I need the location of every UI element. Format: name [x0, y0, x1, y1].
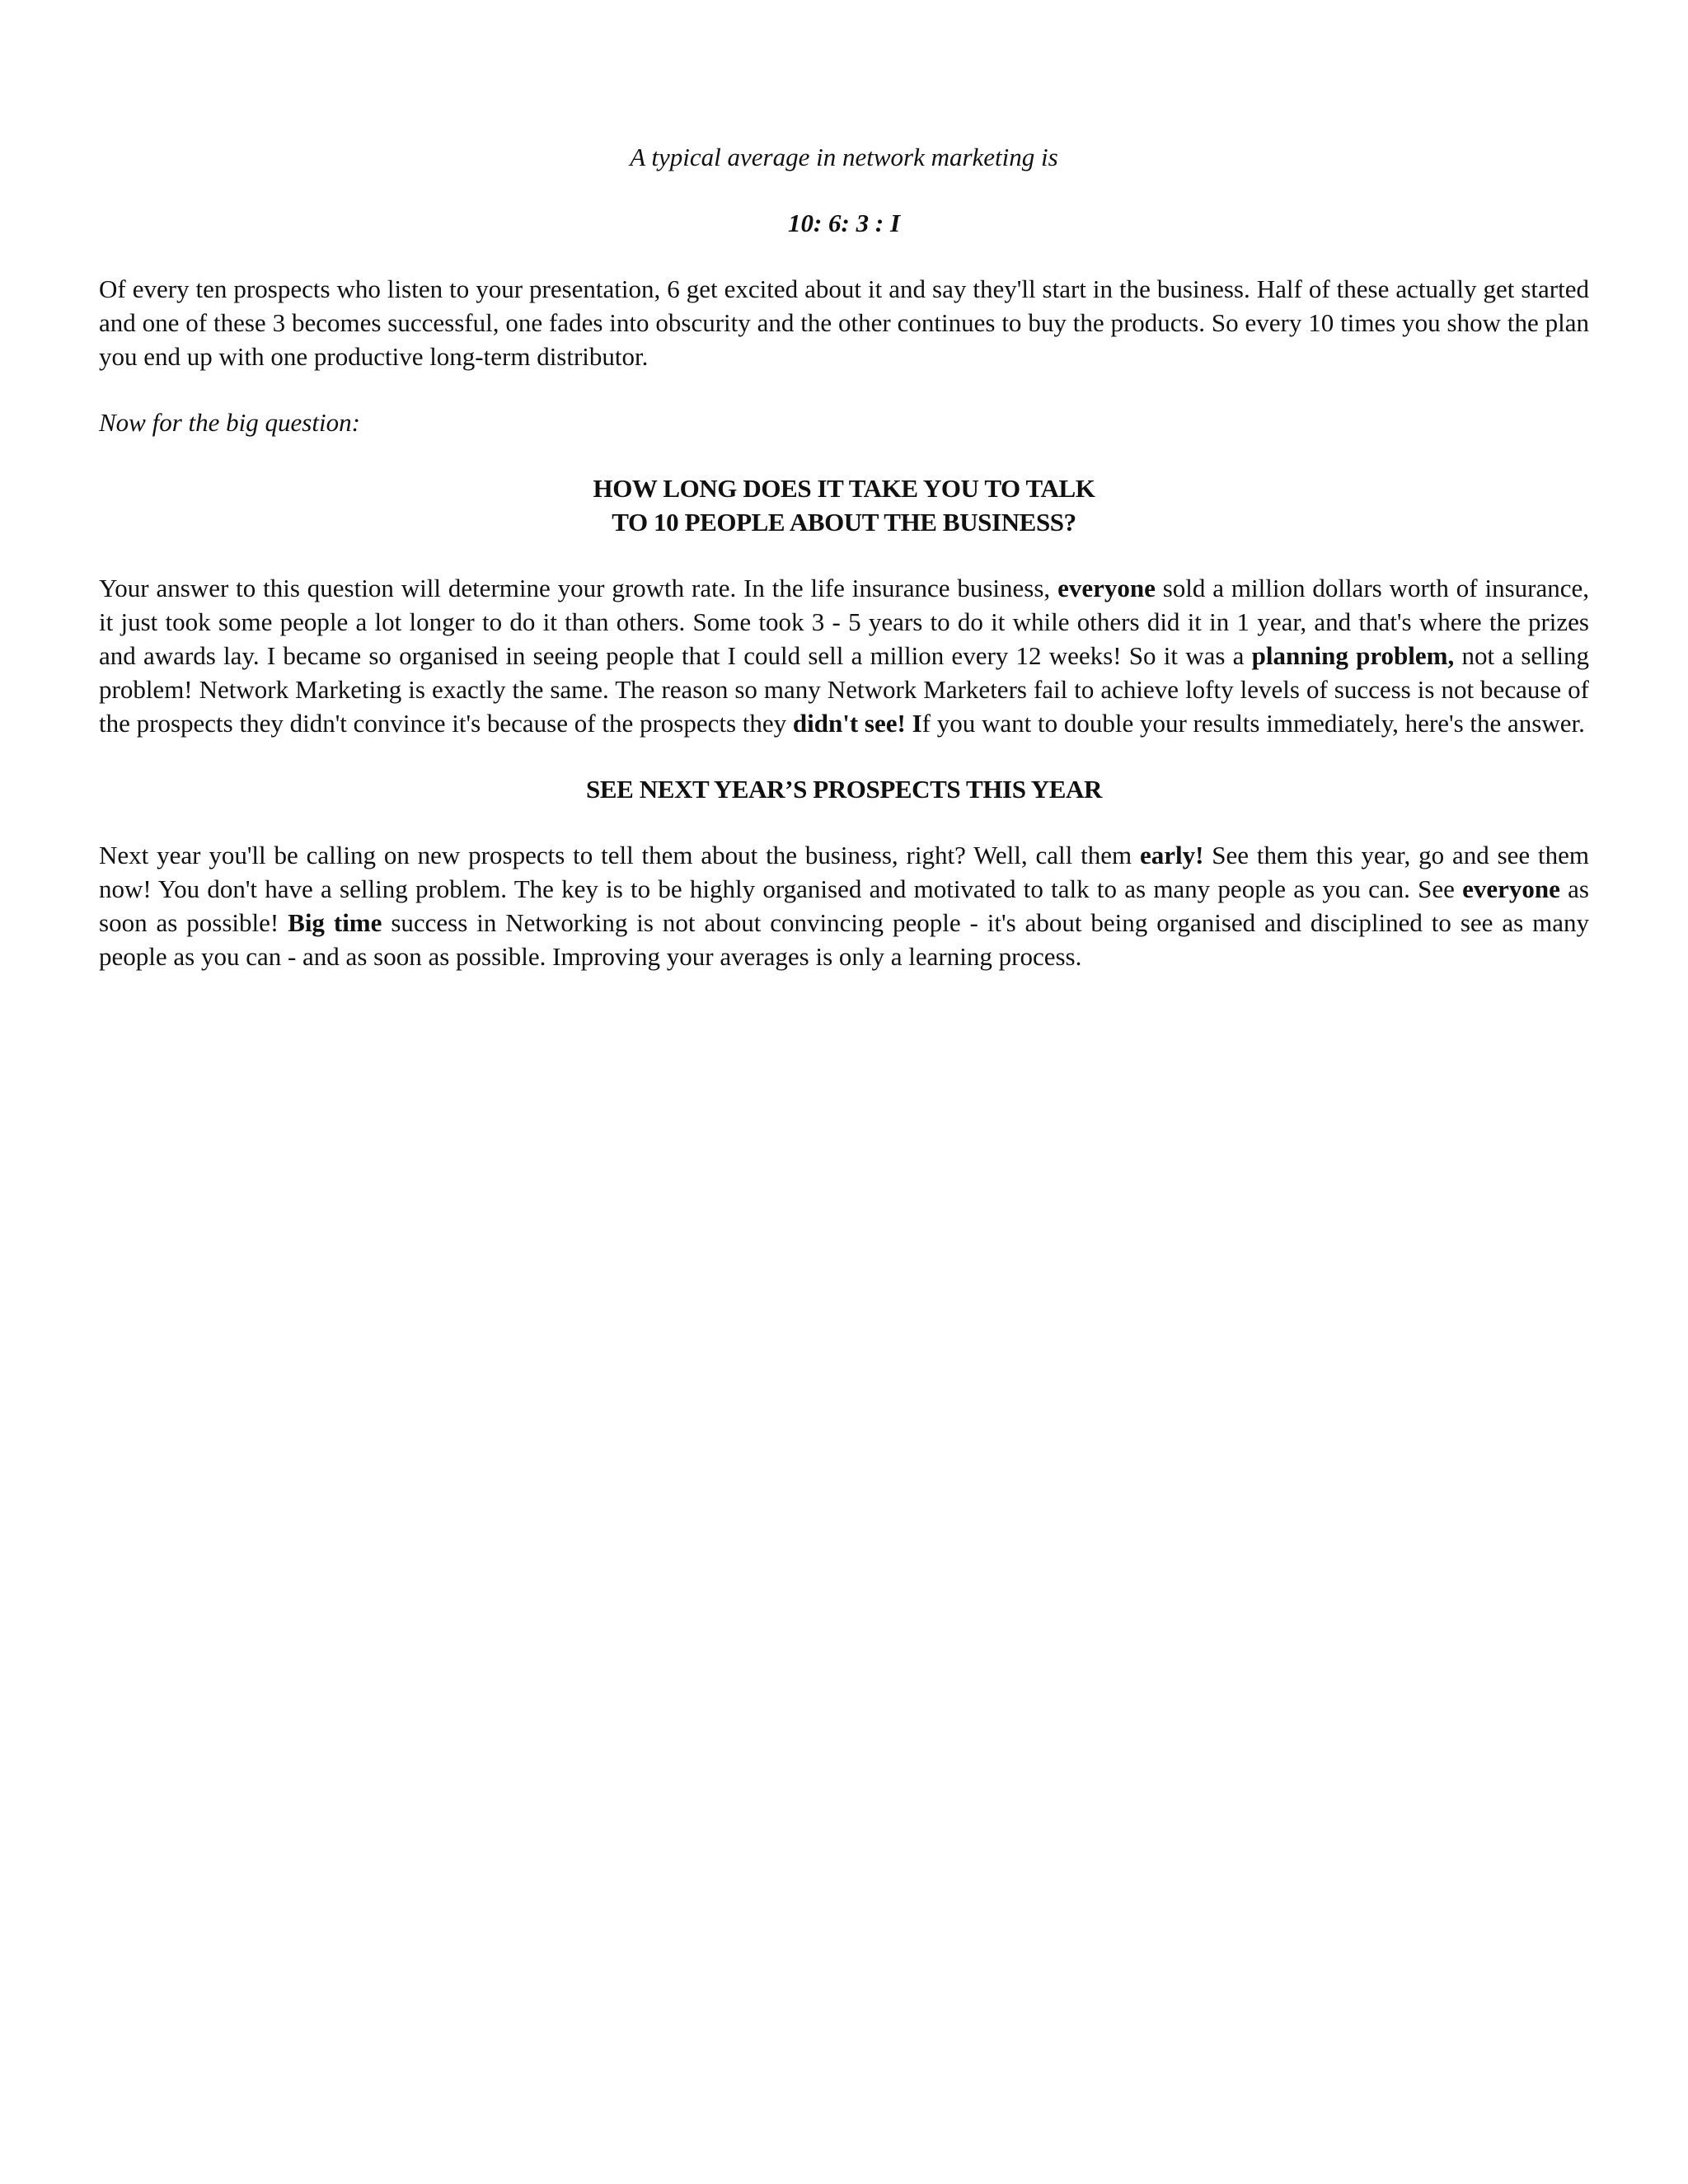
- emphasis-everyone-2: everyone: [1462, 874, 1560, 903]
- paragraph-growth-text-1: Your answer to this question will determine your growth rate. In the life insurance business,: [99, 574, 1058, 602]
- paragraph-next-year: [99, 838, 1589, 973]
- emphasis-everyone: everyone: [1057, 574, 1156, 602]
- paragraph-next-text-1: Next year you'll be calling on new prospects to tell them about the business, right? Well, call them: [99, 841, 1140, 869]
- paragraph-growth-text-2: sold a million dollars worth of insurance, it just took some people a lot longer to do it than others. Some took 3 - 5 years to do it while others did it in 1 year, and that's where the prizes and awards lay. I became so organised in seeing people that I could sell a million every 12 weeks! So it was a: [99, 574, 1590, 670]
- intro-line: A typical average in network marketing is: [630, 143, 1058, 171]
- emphasis-didnt-see: didn't see! I: [792, 709, 922, 738]
- question-heading-line-1: HOW LONG DOES IT TAKE YOU TO TALK: [593, 474, 1095, 503]
- question-heading: [99, 471, 1589, 539]
- section-heading: SEE NEXT YEAR’S PROSPECTS THIS YEAR: [586, 775, 1102, 804]
- question-lead: Now for the big question:: [99, 408, 360, 437]
- paragraph-next-text-2: See them this year, go and see them now! You don't have a selling problem. The key is to be highly organised and motivated to talk to as many people as you can. See: [99, 841, 1589, 903]
- emphasis-early: early!: [1139, 841, 1204, 869]
- question-heading-line-2: TO 10 PEOPLE ABOUT THE BUSINESS?: [612, 508, 1076, 537]
- ratio-figure: 10: 6: 3 : I: [787, 209, 901, 237]
- emphasis-big-time: Big time: [288, 908, 382, 937]
- paragraph-next-text-4: success in Networking is not about convincing people - it's about being organised and disciplined to see as many people as you can - and as soon as possible. Improving your averages is only a learning process.: [99, 908, 1589, 971]
- document-page: [99, 140, 1589, 1005]
- paragraph-growth-text-4: f you want to double your results immediately, here's the answer.: [921, 709, 1585, 738]
- paragraph-next-text-3: as soon as possible!: [99, 874, 1589, 937]
- paragraph-growth-text-3: not a selling problem! Network Marketing is exactly the same. The reason so many Network Marketers fail to achieve lofty levels of success is not because of the prospects they didn't convince it's because of the prospects they: [99, 641, 1589, 738]
- paragraph-growth-rate: [99, 571, 1589, 740]
- paragraph-prospects: Of every ten prospects who listen to your presentation, 6 get excited about it and say they'll start in the business. Half of these actually get started and one of these 3 becomes successful, one fades into obscurity and the other continues to buy the products. So every 10 times you show the plan you end up with one productive long-term distributor.: [99, 274, 1589, 371]
- emphasis-planning-problem: planning problem,: [1251, 641, 1455, 670]
